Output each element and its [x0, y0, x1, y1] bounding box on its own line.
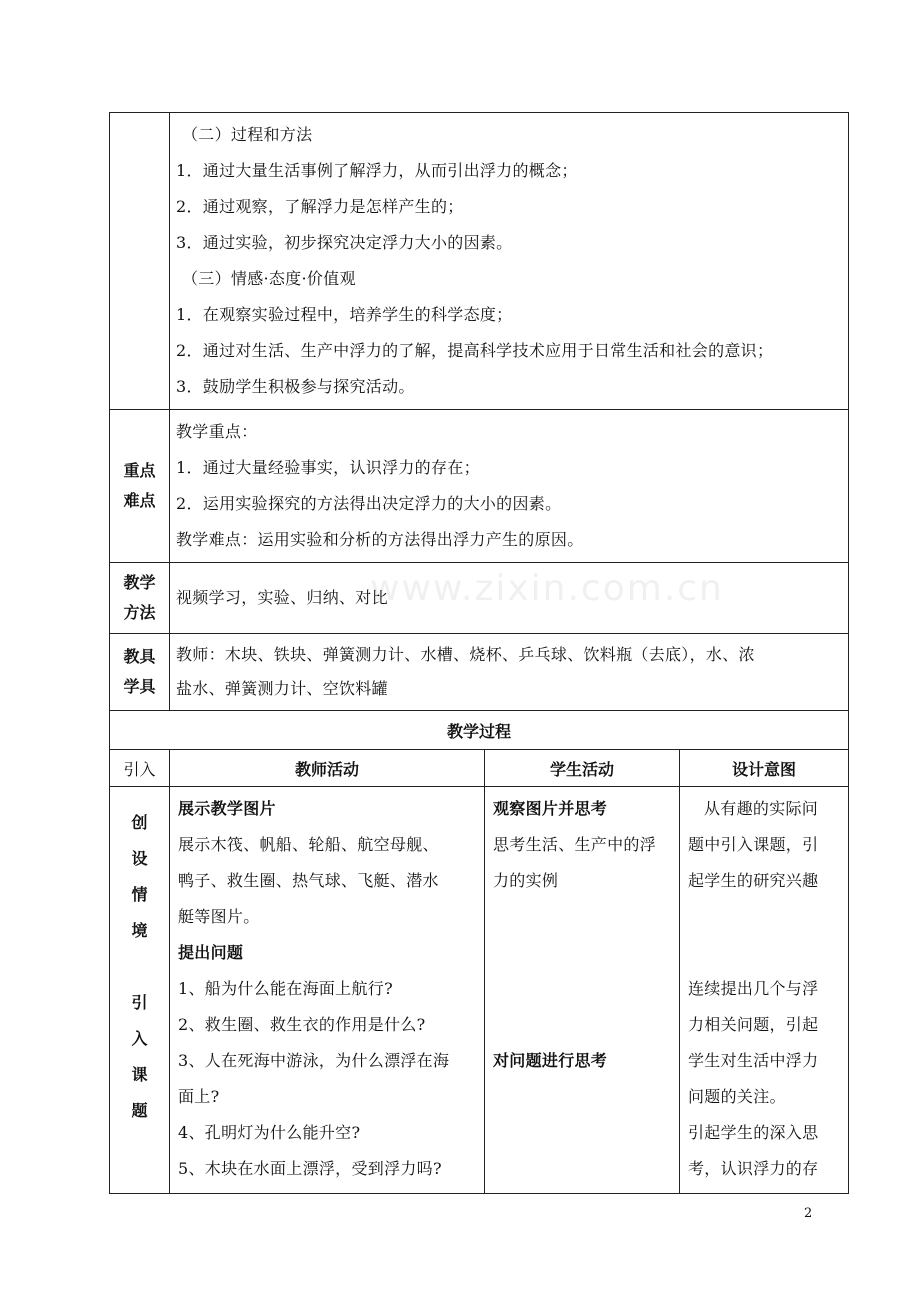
stage-char: 引 [131, 993, 148, 1012]
tools-label-line: 教具 [123, 647, 156, 666]
methods-label-line: 教学 [123, 573, 156, 592]
process-header-row [110, 750, 849, 787]
stage-char: 境 [131, 921, 148, 940]
header-stage: 引入 [110, 750, 170, 787]
intent-text: 题中引入课题，引 [688, 835, 819, 854]
key-points-label [110, 410, 170, 563]
watermark: www.zixin.com.cn [370, 568, 724, 609]
emotion-item: 3．鼓励学生积极参与探究活动。 [176, 377, 415, 396]
focus-item: 2．运用实验探究的方法得出决定浮力的大小的因素。 [176, 494, 562, 513]
focus-heading: 教学重点： [176, 422, 258, 441]
process-content-row [110, 787, 849, 1194]
intent-text: 引起学生的深入思 [688, 1123, 819, 1142]
stage-char: 入 [131, 1029, 148, 1048]
intent-text: 连续提出几个与浮 [688, 979, 819, 998]
intent-text: 力相关问题，引起 [688, 1015, 819, 1034]
tools-line: 教师：木块、铁块、弹簧测力计、水槽、烧杯、乒乓球、饮料瓶（去底），水、浓 [176, 645, 755, 664]
teacher-activity-cell [170, 787, 485, 1194]
teacher-text: 鸭子、救生圈、热气球、飞艇、潜水 [178, 871, 439, 890]
teacher-heading: 展示教学图片 [178, 799, 276, 818]
objectives-row [110, 113, 849, 410]
teacher-question: 3、人在死海中游泳，为什么漂浮在海 [178, 1051, 450, 1070]
process-item: 1．通过大量生活事例了解浮力，从而引出浮力的概念； [176, 161, 578, 180]
methods-label [110, 563, 170, 634]
stage-char: 情 [131, 885, 148, 904]
methods-cell [170, 563, 849, 634]
student-text: 力的实例 [493, 871, 559, 890]
page-number: 2 [804, 1206, 813, 1221]
student-activity-cell [485, 787, 680, 1194]
tools-cell [170, 634, 849, 711]
key-points-row [110, 410, 849, 563]
student-heading: 对问题进行思考 [493, 1051, 608, 1070]
intent-text: 问题的关注。 [688, 1087, 786, 1106]
process-banner-row [110, 711, 849, 750]
teacher-question: 面上? [178, 1087, 220, 1106]
emotion-heading: （三）情感·态度·价值观 [182, 269, 356, 288]
key-points-label-line: 难点 [123, 491, 156, 510]
emotion-item: 1．在观察实验过程中，培养学生的科学态度； [176, 305, 513, 324]
intent-text: 从有趣的实际问 [704, 799, 819, 818]
teacher-heading: 提出问题 [178, 943, 244, 962]
tools-row [110, 634, 849, 711]
focus-item: 1．通过大量经验事实，认识浮力的存在； [176, 458, 480, 477]
header-teacher: 教师活动 [170, 750, 485, 787]
intent-text: 起学生的研究兴趣 [688, 871, 819, 890]
stage-char: 题 [131, 1101, 148, 1120]
teacher-text: 展示木筏、帆船、轮船、航空母舰、 [178, 835, 439, 854]
teacher-question: 2、救生圈、救生衣的作用是什么? [178, 1015, 426, 1034]
process-item: 2．通过观察，了解浮力是怎样产生的； [176, 197, 464, 216]
process-heading: （二）过程和方法 [182, 125, 313, 144]
methods-row [110, 563, 849, 634]
teacher-question: 4、孔明灯为什么能升空? [178, 1123, 361, 1142]
stage-char: 课 [131, 1065, 148, 1084]
process-item: 3．通过实验，初步探究决定浮力大小的因素。 [176, 233, 513, 252]
stage-char: 设 [131, 849, 148, 868]
tools-label-line: 学具 [123, 677, 156, 696]
methods-label-line: 方法 [123, 603, 156, 622]
objectives-label-cell [110, 113, 170, 410]
tools-label [110, 634, 170, 711]
lesson-plan-table [109, 112, 849, 1194]
tools-line: 盐水、弹簧测力计、空饮料罐 [176, 679, 388, 698]
stage-char: 创 [131, 813, 148, 832]
process-title: 教学过程 [110, 711, 849, 750]
emotion-item: 2．通过对生活、生产中浮力的了解，提高科学技术应用于日常生活和社会的意识； [176, 341, 774, 360]
student-text: 思考生活、生产中的浮 [493, 835, 657, 854]
teacher-question: 1、船为什么能在海面上航行? [178, 979, 393, 998]
student-heading: 观察图片并思考 [493, 799, 608, 818]
design-intent-cell [680, 787, 849, 1194]
header-intent: 设计意图 [680, 750, 849, 787]
difficulty-text: 教学难点：运用实验和分析的方法得出浮力产生的原因。 [176, 530, 584, 549]
methods-text: 视频学习，实验、归纳、对比 [176, 588, 388, 607]
key-points-cell [170, 410, 849, 563]
key-points-label-line: 重点 [123, 461, 156, 480]
teacher-text: 艇等图片。 [178, 907, 260, 926]
stage-label [110, 787, 170, 1194]
objectives-cell [170, 113, 849, 410]
intent-text: 学生对生活中浮力 [688, 1051, 819, 1070]
header-student: 学生活动 [485, 750, 680, 787]
intent-text: 考，认识浮力的存 [688, 1159, 819, 1178]
teacher-question: 5、木块在水面上漂浮，受到浮力吗? [178, 1159, 442, 1178]
